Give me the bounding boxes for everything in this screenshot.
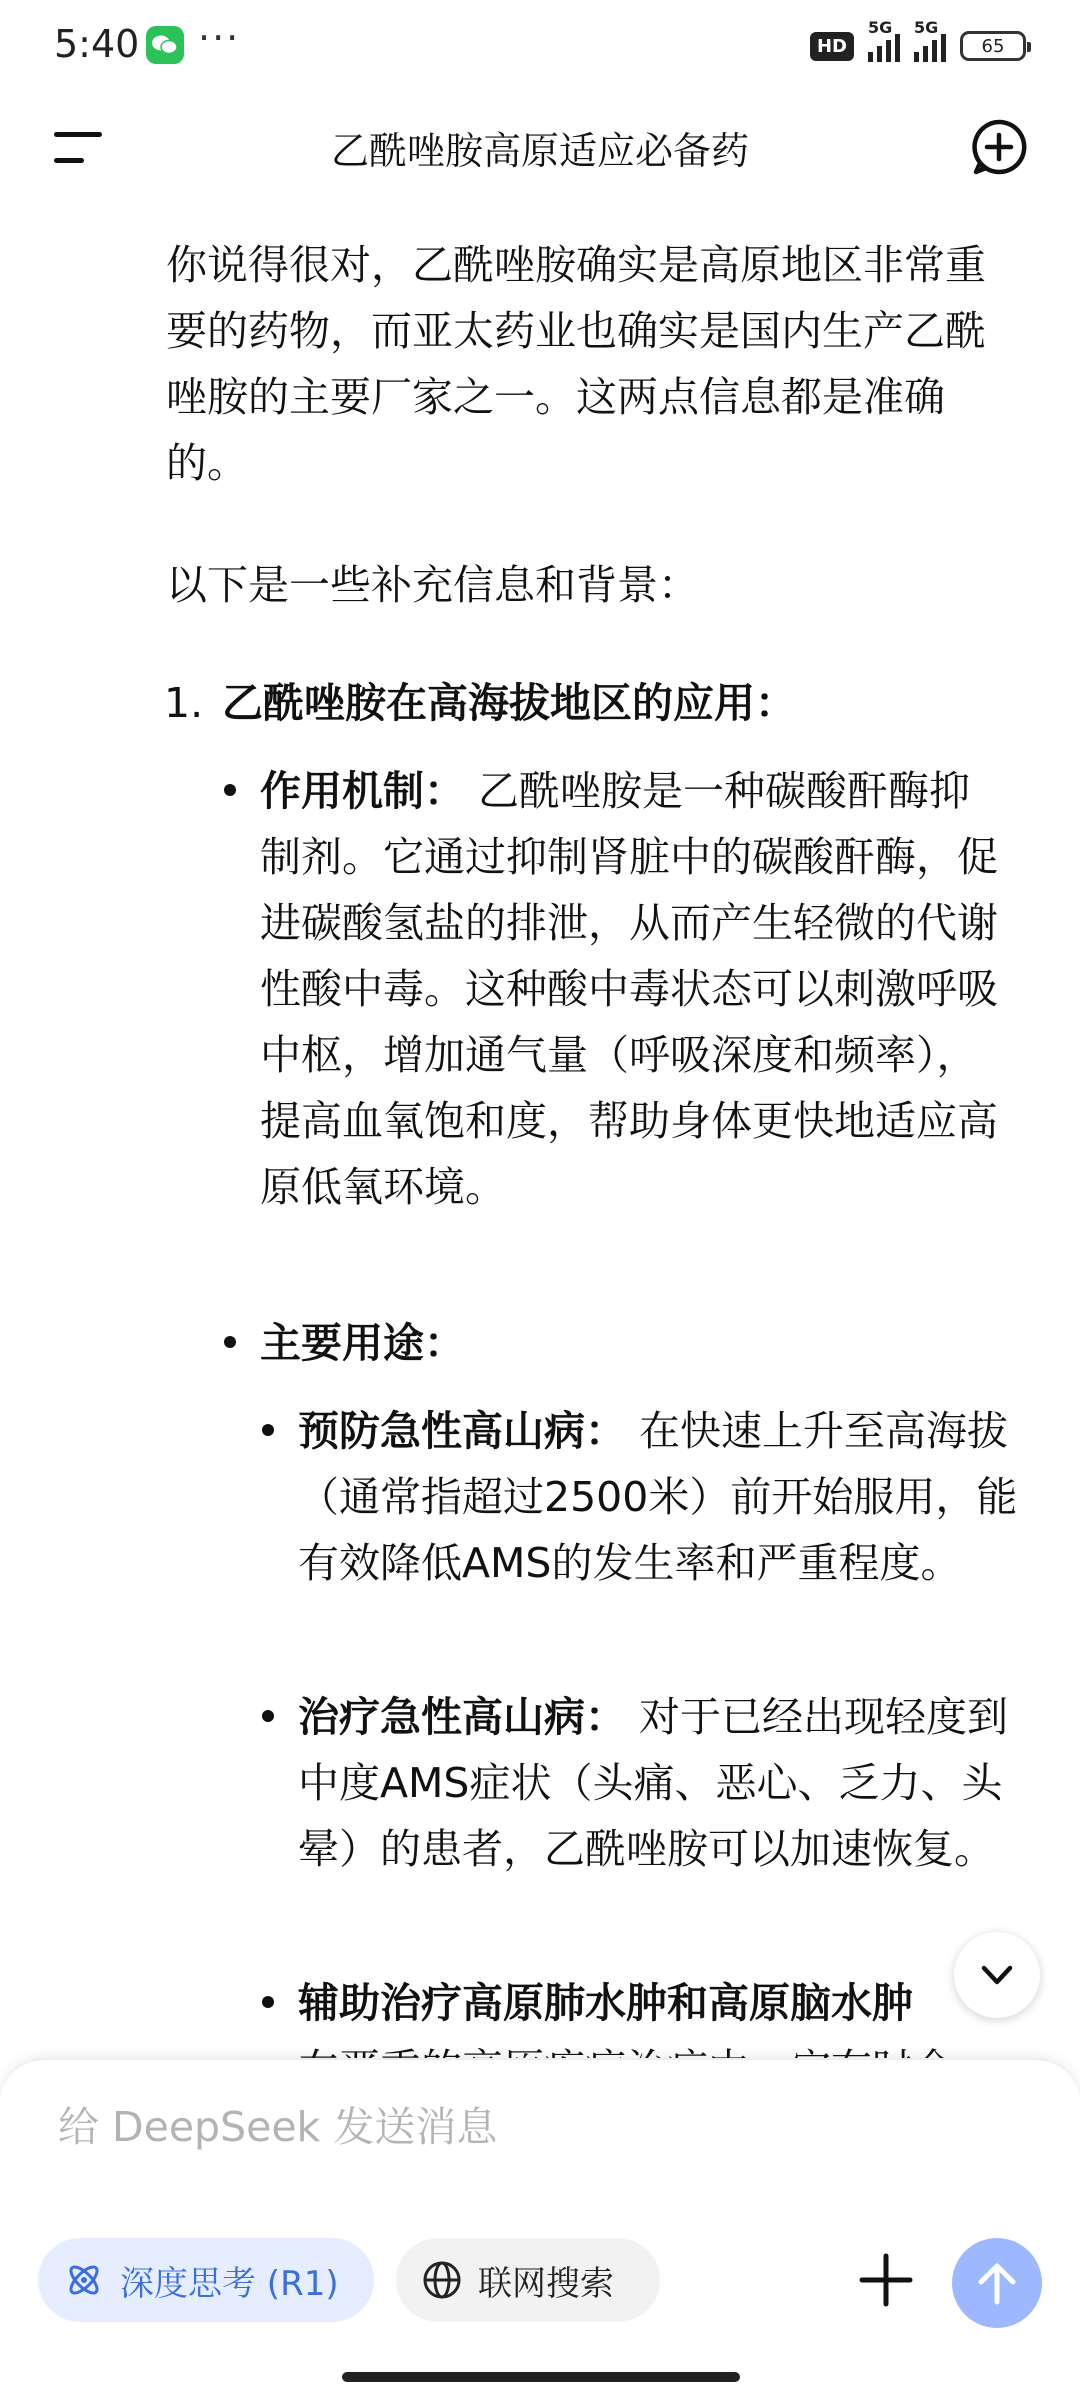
deep-think-label: 深度思考 (R1)	[120, 2263, 339, 2304]
attach-button[interactable]	[850, 2244, 922, 2316]
signal-icon-2: 5G	[914, 30, 946, 62]
send-button[interactable]	[952, 2238, 1042, 2328]
battery-icon: 65	[960, 31, 1026, 61]
web-search-button[interactable]	[396, 2238, 660, 2322]
plus-icon	[850, 2244, 922, 2316]
chevron-down-icon	[979, 1960, 1015, 1990]
more-notifications-icon: ···	[198, 16, 241, 60]
page-title: 乙酰唑胺高原适应必备药	[330, 129, 749, 173]
hd-badge: HD	[810, 32, 854, 61]
arrow-up-icon	[975, 2260, 1019, 2306]
wechat-notification-icon	[146, 26, 184, 64]
message-intro: 你说得很对，乙酰唑胺确实是高原地区非常重要的药物，而亚太药业也确实是国内生产乙酰唑胺的主要厂家之一。这两点信息都是准确的。	[166, 241, 986, 487]
status-time: 5:40	[54, 22, 140, 66]
signal-icon-1: 5G	[868, 30, 900, 62]
atom-icon	[64, 2260, 104, 2300]
section-title: 乙酰唑胺在高海拔地区的应用：	[222, 679, 796, 727]
home-indicator[interactable]	[342, 2372, 740, 2382]
chat-message	[0, 204, 1080, 2058]
message-lead: 以下是一些补充信息和背景：	[166, 561, 699, 609]
bullet	[224, 784, 236, 796]
bullet	[262, 1424, 274, 1436]
message-input[interactable]	[56, 2086, 880, 2168]
list-number: 1.	[164, 679, 204, 727]
scroll-to-bottom-button[interactable]	[954, 1932, 1040, 2018]
list-item: 治疗急性高山病： 对于已经出现轻度到中度AMS症状（头痛、恶心、乏力、头晕）的患者，乙酰唑胺可以加速恢复。	[298, 1693, 1009, 1873]
bullet	[262, 1710, 274, 1722]
bullet	[224, 1336, 236, 1348]
status-indicators	[810, 18, 1026, 68]
list-item: 主要用途：	[260, 1319, 465, 1367]
chat-header	[0, 92, 1080, 204]
globe-icon	[422, 2260, 462, 2300]
message-composer	[0, 2058, 1080, 2402]
new-chat-button[interactable]	[970, 118, 1028, 176]
list-item: 辅助治疗高原肺水肿和高原脑水肿	[298, 1979, 913, 2027]
web-search-label: 联网搜索	[478, 2263, 614, 2304]
status-bar	[0, 0, 1080, 92]
list-item: 作用机制： 乙酰唑胺是一种碳酸酐酶抑制剂。它通过抑制肾脏中的碳酸酐酶，促进碳酸氢盐的排泄，从而产生轻微的代谢性酸中毒。这种酸中毒状态可以刺激呼吸中枢，增加通气量（呼吸深度和频率），提高血氧饱和度，帮助身体更快地适应高原低氧环境。	[260, 767, 998, 1211]
new-chat-icon	[970, 118, 1028, 176]
deep-think-button[interactable]	[38, 2238, 374, 2322]
bullet	[262, 1996, 274, 2008]
list-item: 预防急性高山病： 在快速上升至高海拔（通常指超过2500米）前开始服用，能有效降低AMS的发生率和严重程度。	[298, 1407, 1018, 1587]
